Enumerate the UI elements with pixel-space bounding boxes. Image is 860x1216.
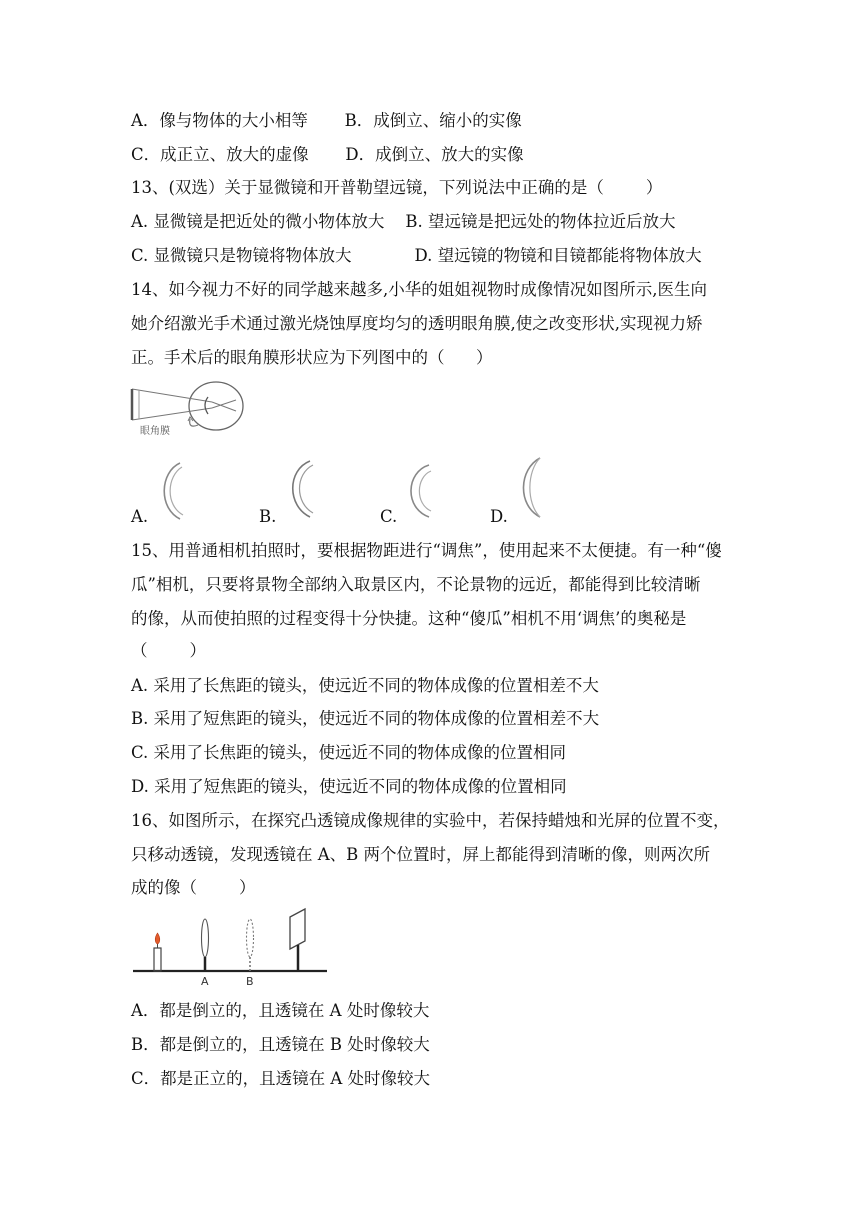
q16-stem-line3: 成的像（ ） <box>131 878 256 897</box>
q13-stem: 13、(双选）关于显微镜和开普勒望远镜，下列说法中正确的是（ ） <box>131 178 663 197</box>
q16-stem-line2: 只移动透镜，发现透镜在 A、B 两个位置时，屏上都能得到清晰的像，则两次所 <box>131 845 711 864</box>
cornea-option-d-image <box>507 455 547 520</box>
q15-stem-line2: 瓜”相机，只要将景物全部纳入取景区内，不论景物的远近，都能得到比较清晰 <box>131 575 701 594</box>
q15-stem-line1: 15、用普通相机拍照时，要根据物距进行“调焦”，使用起来不太便捷。有一种“傻 <box>131 541 722 560</box>
q14-option-d-label: D. <box>490 507 508 526</box>
q16-option-c: C．都是正立的，且透镜在 A 处时像较大 <box>131 1069 431 1088</box>
eye-diagram <box>130 381 250 441</box>
q14-stem-line2: 她介绍激光手术通过激光烧蚀厚度均匀的透明眼角膜,使之改变形状,实现视力矫 <box>131 314 703 333</box>
lens-a-icon <box>202 919 209 971</box>
q16-stem-line1: 16、如图所示，在探究凸透镜成像规律的实验中，若保持蜡烛和光屏的位置不变， <box>131 811 730 830</box>
position-a-label: A <box>201 975 209 988</box>
q14-option-a-label: A. <box>131 507 149 526</box>
q15-option-c: C. 采用了长焦距的镜头，使远近不同的物体成像的位置相同 <box>131 743 567 762</box>
position-b-label: B <box>246 975 254 988</box>
optical-bench-diagram <box>130 905 330 990</box>
q16-option-b: B．都是倒立的，且透镜在 B 处时像较大 <box>131 1035 430 1054</box>
q13-options-row2: C. 显微镜只是物镜将物体放大 D. 望远镜的物镜和目镜都能将物体放大 <box>131 246 702 265</box>
q15-stem-line4: （ ） <box>131 641 206 660</box>
q15-option-d: D. 采用了短焦距的镜头，使远近不同的物体成像的位置相同 <box>131 777 567 796</box>
q16-option-a: A．都是倒立的，且透镜在 A 处时像较大 <box>131 1001 430 1020</box>
cornea-option-c-image <box>396 462 438 520</box>
q14-stem-line3: 正。手术后的眼角膜形状应为下列图中的（ ） <box>131 348 493 367</box>
lens-b-icon <box>247 919 254 971</box>
q13-options-row1: A. 显微镜是把近处的微小物体放大 B. 望远镜是把远处的物体拉近后放大 <box>131 212 676 231</box>
screen-icon <box>290 909 305 971</box>
q12-options-row2: C．成正立、放大的虚像 D．成倒立、放大的实像 <box>131 145 524 164</box>
q12-options-row1: A．像与物体的大小相等 B．成倒立、缩小的实像 <box>131 111 522 130</box>
eye-figure-label: 眼角膜 <box>140 426 170 437</box>
candle-icon <box>154 933 161 971</box>
q14-option-b-label: B. <box>259 507 277 526</box>
q14-stem-line1: 14、如今视力不好的同学越来越多,小华的姐姐视物时成像情况如图所示,医生向 <box>131 280 707 299</box>
q15-option-b: B. 采用了短焦距的镜头，使远近不同的物体成像的位置相差不大 <box>131 709 600 728</box>
q15-stem-line3: 的像，从而使拍照的过程变得十分快捷。这种“傻瓜”相机不用‘调焦’的奥秘是 <box>131 609 687 628</box>
cornea-option-a-image <box>150 460 190 522</box>
cornea-option-b-image <box>282 458 322 520</box>
q14-option-c-label: C. <box>380 507 398 526</box>
q15-option-a: A. 采用了长焦距的镜头，使远近不同的物体成像的位置相差不大 <box>131 676 599 695</box>
